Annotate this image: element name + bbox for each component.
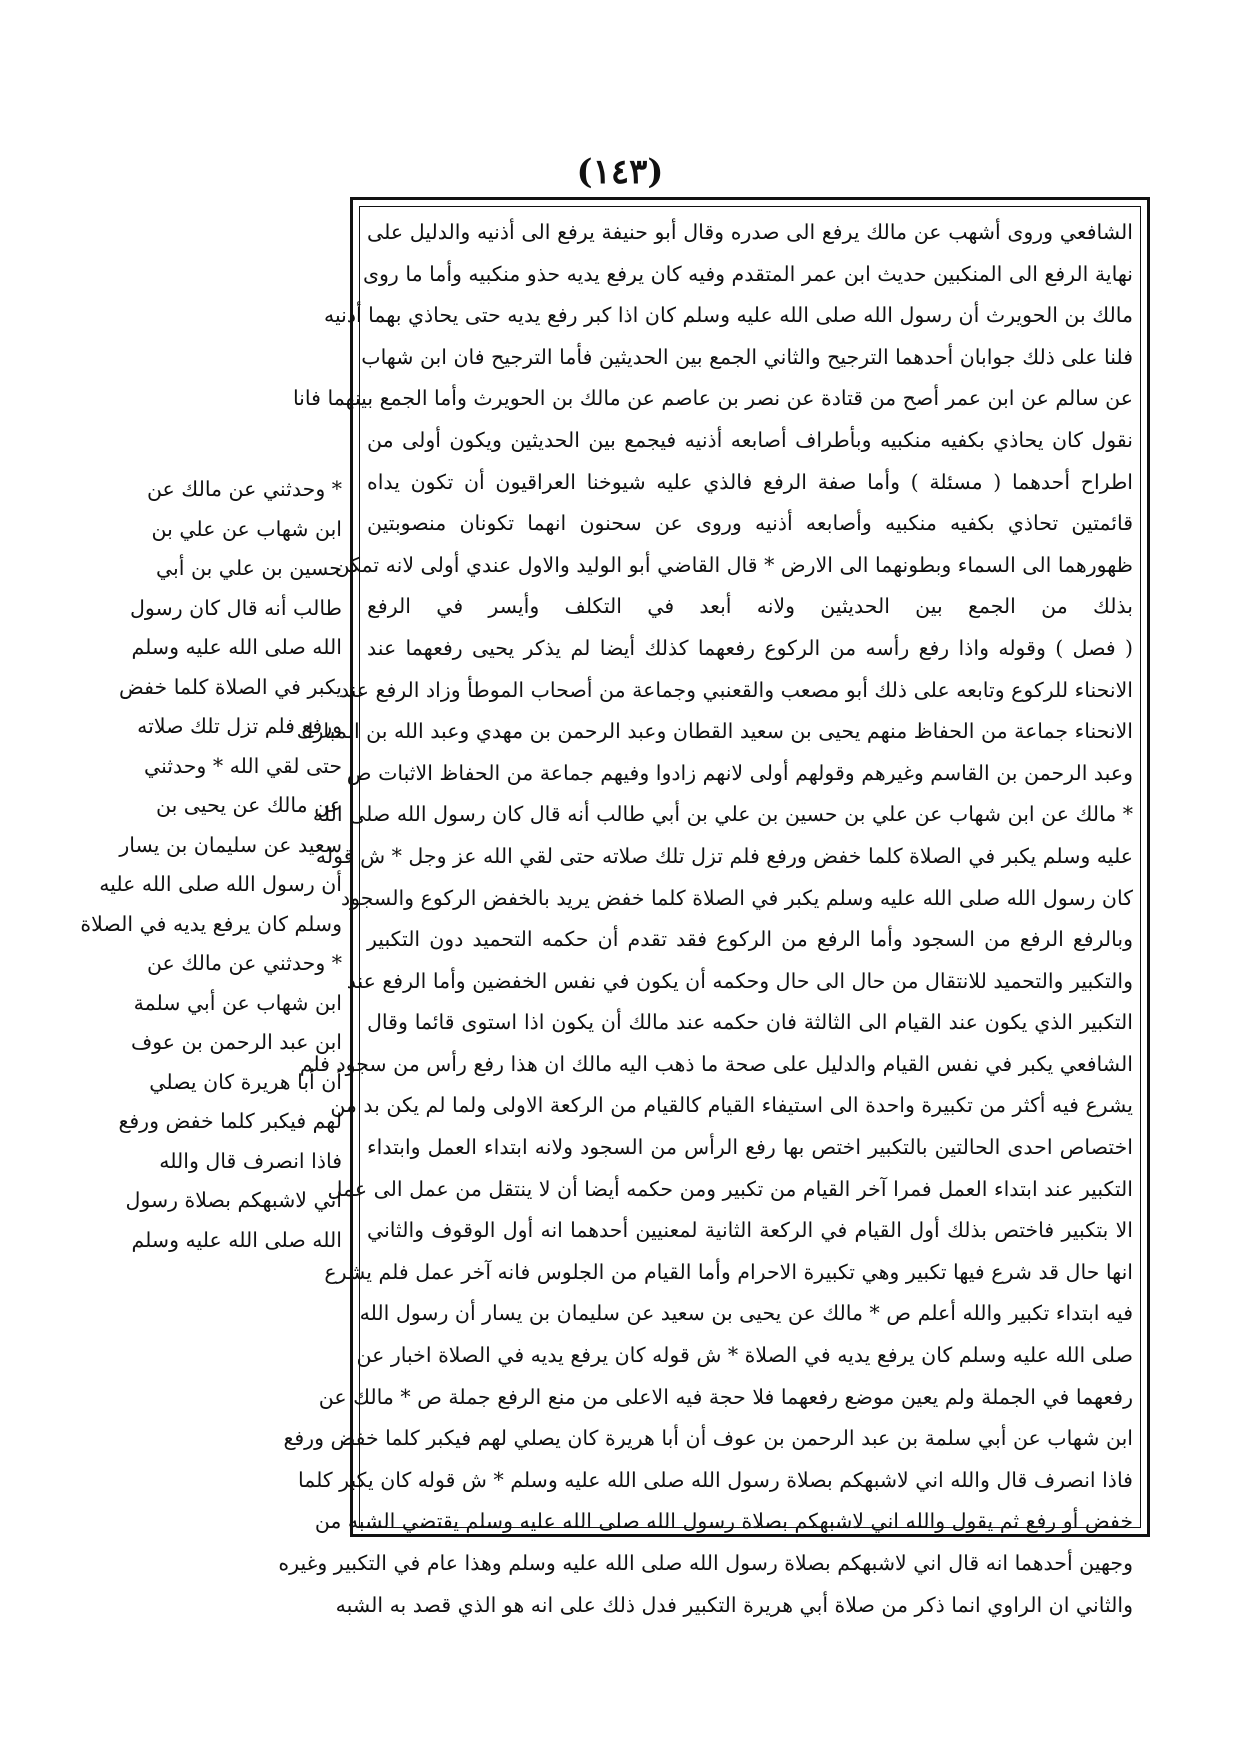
- text-line: الانحناء جماعة من الحفاظ منهم يحيى بن سعيد القطان وعبد الرحمن بن مهدي وعبد الله بن المبارك: [296, 719, 1133, 744]
- margin-text-line: لهم فيكبر كلما خفض ورفع: [118, 1109, 342, 1133]
- text-line: والتكبير والتحميد للانتقال من حال الى حال وحكمه أن يكون في نفس الخفضين وأما الرفع عند: [346, 968, 1133, 993]
- margin-text-line: الله صلى الله عليه وسلم: [131, 635, 342, 659]
- text-line: ظهورهما الى السماء وبطونهما الى الارض * قال القاضي أبو الوليد والاول عندي أولى لانه تمكن: [334, 552, 1133, 577]
- margin-text-line: حسين بن علي بن أبي: [155, 556, 342, 580]
- margin-text-line: يكبر في الصلاة كلما خفض: [119, 674, 342, 699]
- text-line: التكبير عند ابتداء العمل فمرا آخر القيام من تكبير ومن حكمه أيضا أن لا ينتقل من عمل الى عمل: [327, 1176, 1133, 1201]
- margin-text-line: حتى لقي الله * وحدثني: [144, 753, 342, 778]
- text-line: بذلك من الجمع بين الحديثين ولانه أبعد في التكلف وأيسر في الرفع: [367, 594, 1133, 619]
- margin-text-line: ابن شهاب عن علي بن: [151, 516, 342, 541]
- text-line: انها حال قد شرع فيها تكبير وهي تكبيرة الاحرام وأما القيام من الجلوس فانه آخر عمل فلم يشرع: [324, 1259, 1133, 1284]
- text-line: عن سالم عن ابن عمر أصح من قتادة عن نصر بن عاصم عن مالك بن الحويرث وأما الجمع بينهما فانا: [292, 386, 1133, 411]
- text-line: نهاية الرفع الى المنكبين حديث ابن عمر المتقدم وفيه كان يرفع يديه حذو منكبيه وأما ما روى: [362, 261, 1133, 286]
- margin-text-line: أن أبا هريرة كان يصلي: [149, 1069, 342, 1094]
- text-line: مالك بن الحويرث أن رسول الله صلى الله عليه وسلم كان اذا كبر رفع يديه حتى يحاذي بهما أذنيه: [323, 303, 1133, 328]
- text-line: وعبد الرحمن بن القاسم وغيرهم وقولهم أولى لانهم زادوا وفيهم جماعة من الحفاظ الاثبات ص: [346, 760, 1133, 785]
- margin-text-line: عن مالك عن يحيى بن: [155, 793, 342, 817]
- text-line: فلنا على ذلك جوابان أحدهما الترجيح والثاني الجمع بين الحديثين فأما الترجيح فان ابن شهاب: [361, 344, 1133, 369]
- margin-text-line: أن رسول الله صلى الله عليه: [99, 872, 342, 896]
- margin-text-line: ابن شهاب عن أبي سلمة: [133, 990, 342, 1015]
- text-line: رفعهما في الجملة ولم يعين موضع رفعهما فلا حجة فيه الاعلى من منع الرفع جملة ص * مالك عن: [318, 1384, 1133, 1409]
- margin-text-line: الله صلى الله عليه وسلم: [131, 1227, 342, 1252]
- text-line: فيه ابتداء تكبير والله أعلم ص * مالك عن يحيى بن سعيد عن سليمان بن يسار أن رسول الله: [359, 1301, 1133, 1326]
- text-line: وبالرفع الرفع من السجود وأما الرفع من الركوع فقد تقدم أن حكمه التحميد دون التكبير: [367, 927, 1133, 952]
- text-line: عليه وسلم يكبر في الصلاة كلما خفض ورفع فلم تزل تلك صلاته حتى لقي الله عز وجل * ش قوله: [315, 843, 1133, 868]
- text-line: * مالك عن ابن شهاب عن علي بن حسين بن علي بن أبي طالب أنه قال كان رسول الله صلى الله: [312, 802, 1133, 827]
- text-line: والثاني ان الراوي انما ذكر من صلاة أبي هريرة التكبير فدل ذلك على انه هو الذي قصد به الشبه: [335, 1592, 1133, 1617]
- text-line: الشافعي يكبر في نفس القيام والدليل على صحة ما ذهب اليه مالك ان هذا رفع رأس من سجود فلم: [299, 1051, 1133, 1076]
- margin-text-line: ابن عبد الرحمن بن عوف: [130, 1030, 342, 1054]
- text-line: خفض أو رفع ثم يقول والله اني لاشبهكم بصلاة رسول الله صلى الله عليه وسلم يقتضي الشبه من: [314, 1509, 1133, 1534]
- text-line: ( فصل ) وقوله واذا رفع رأسه من الركوع رفعهما كذلك أيضا لم يذكر يحيى رفعهما عند: [367, 635, 1133, 660]
- main-text-frame: [278, 197, 1150, 1617]
- margin-text-line: طالب أنه قال كان رسول: [130, 595, 342, 620]
- margin-hadith-text: [80, 470, 342, 1290]
- margin-text-line: * وحدثني عن مالك عن: [146, 951, 342, 975]
- text-line: التكبير الذي يكون عند القيام الى الثالثة فان حكمه عند مالك أن يكون اذا استوى قائما وقال: [367, 1010, 1133, 1035]
- text-line: قائمتين تحاذي بكفيه منكبيه وأصابعه أذنيه وروى عن سحنون انهما تكونان منصوبتين: [367, 511, 1133, 536]
- page-number: (١٤٣): [576, 152, 664, 192]
- text-line: نقول كان يحاذي بكفيه منكبيه وبأطراف أصابعه أذنيه فيجمع بين الحديثين ويكون أولى من: [367, 427, 1133, 452]
- text-line: اطراح أحدهما ( مسئلة ) وأما صفة الرفع فالذي عليه شيوخنا العراقيون أن تكون يداه: [367, 469, 1133, 494]
- margin-text-line: اني لاشبهكم بصلاة رسول: [125, 1188, 342, 1212]
- margin-text-line: ورفع فلم تزل تلك صلاته: [137, 714, 342, 738]
- margin-text-line: سعيد عن سليمان بن يسار: [119, 832, 342, 857]
- text-line: وجهين أحدهما انه قال اني لاشبهكم بصلاة رسول الله صلى الله عليه وسلم وهذا عام في التكبير وغيره: [278, 1551, 1133, 1575]
- text-line: كان رسول الله صلى الله عليه وسلم يكبر في الصلاة كلما خفض يريد بالخفض الركوع والسجود: [340, 885, 1133, 910]
- text-line: يشرع فيه أكثر من تكبيرة واحدة الى استيفاء القيام كالقيام من الركعة الاولى ولما لم يكن بد من: [330, 1093, 1133, 1118]
- text-line: ابن شهاب عن أبي سلمة بن عبد الرحمن بن عوف أن أبا هريرة كان يصلي لهم فيكبر كلما خفض ورفع: [283, 1426, 1133, 1451]
- text-line: الشافعي وروى أشهب عن مالك يرفع الى صدره وقال أبو حنيفة يرفع الى أذنيه والدليل على: [367, 220, 1133, 244]
- text-line: فاذا انصرف قال والله اني لاشبهكم بصلاة رسول الله صلى الله عليه وسلم * ش قوله كان يكبر كلما: [298, 1467, 1133, 1492]
- commentary-text: [278, 212, 1133, 1617]
- margin-text-line: * وحدثني عن مالك عن: [146, 477, 342, 501]
- text-line: اختصاص احدى الحالتين بالتكبير اختص بها رفع الرأس من السجود ولانه ابتداء العمل وابتداء: [367, 1135, 1133, 1160]
- text-line: الا بتكبير فاختص بذلك أول القيام في الركعة الثانية لمعنيين أحدهما انه أول الوقوف والثاني: [367, 1218, 1133, 1243]
- margin-text-line: فاذا انصرف قال والله: [159, 1148, 342, 1173]
- text-line: صلى الله عليه وسلم كان يرفع يديه في الصلاة * ش قوله كان يرفع يديه في الصلاة اخبار عن: [356, 1343, 1133, 1368]
- text-line: الانحناء للركوع وتابعه على ذلك أبو مصعب والقعنبي وجماعة من أصحاب الموطأ وزاد الرفع عند: [339, 677, 1133, 702]
- margin-text-line: وسلم كان يرفع يديه في الصلاة: [80, 911, 342, 936]
